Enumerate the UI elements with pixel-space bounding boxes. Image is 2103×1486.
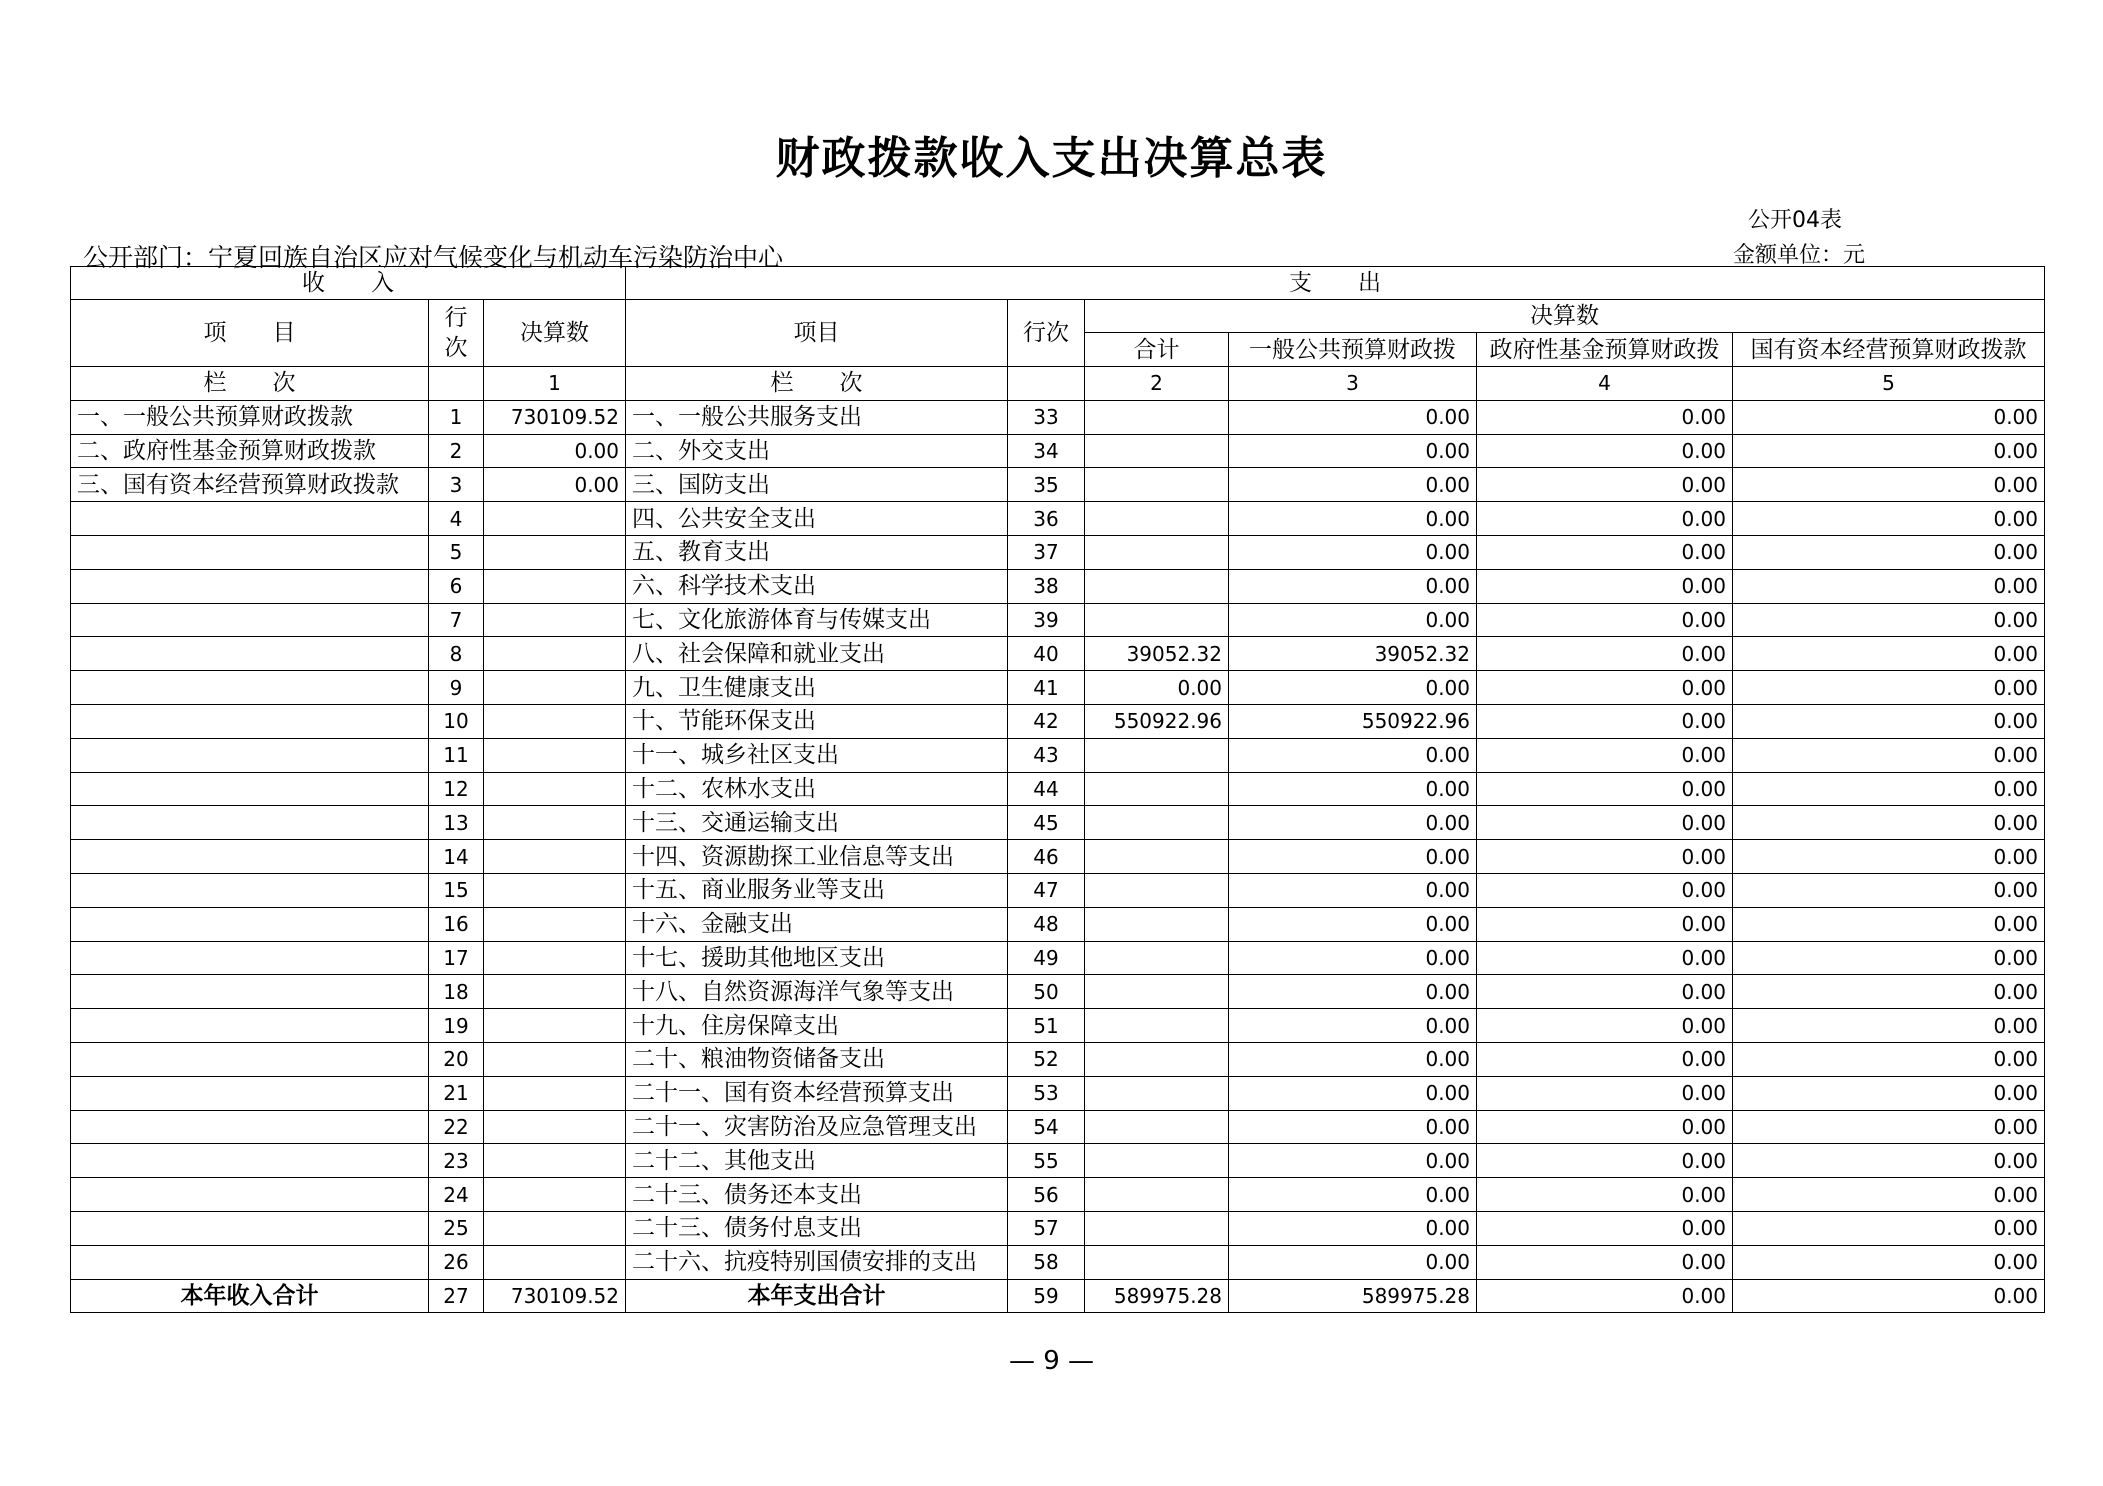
fund-amount: 0.00 (1477, 468, 1733, 502)
state-amount: 0.00 (1733, 1144, 2045, 1178)
income-amount (484, 975, 626, 1009)
income-row-no: 3 (429, 468, 484, 502)
income-amount (484, 1144, 626, 1178)
table-row (71, 1144, 2045, 1178)
general-amount: 0.00 (1229, 975, 1477, 1009)
income-amount (484, 806, 626, 840)
fund-amount: 0.00 (1477, 840, 1733, 874)
income-row-no: 12 (429, 772, 484, 806)
expense-item: 四、公共安全支出 (626, 502, 1008, 536)
state-amount: 0.00 (1733, 603, 2045, 637)
income-amount (484, 941, 626, 975)
table-row (71, 1042, 2045, 1076)
expense-row-no: 38 (1008, 569, 1085, 603)
income-amount: 0.00 (484, 434, 626, 468)
income-row-no: 18 (429, 975, 484, 1009)
income-row-no: 1 (429, 400, 484, 434)
income-row-no: 19 (429, 1009, 484, 1043)
table-row (71, 840, 2045, 874)
total-amount (1085, 434, 1229, 468)
total-amount (1085, 1076, 1229, 1110)
table-row (71, 468, 2045, 502)
general-amount: 0.00 (1229, 873, 1477, 907)
income-row-no: 15 (429, 873, 484, 907)
income-item: 三、国有资本经营预算财政拨款 (71, 468, 429, 502)
general-amount: 0.00 (1229, 1076, 1477, 1110)
fund-amount: 0.00 (1477, 873, 1733, 907)
expense-amount-header: 决算数 (1085, 300, 2045, 333)
expense-row-no: 45 (1008, 806, 1085, 840)
general-total-amount: 589975.28 (1229, 1279, 1477, 1313)
table-row (71, 637, 2045, 671)
fund-header: 政府性基金预算财政拨 (1477, 333, 1733, 367)
page-title: 财政拨款收入支出决算总表 (775, 133, 1328, 184)
fund-amount: 0.00 (1477, 1076, 1733, 1110)
state-amount: 0.00 (1733, 468, 2045, 502)
income-row-no: 9 (429, 671, 484, 705)
state-amount: 0.00 (1733, 1042, 2045, 1076)
col-4-label: 4 (1477, 367, 1733, 401)
income-item (71, 772, 429, 806)
income-row-no: 26 (429, 1245, 484, 1279)
expense-row-no: 36 (1008, 502, 1085, 536)
general-amount: 0.00 (1229, 502, 1477, 536)
fund-amount: 0.00 (1477, 1042, 1733, 1076)
expense-item: 八、社会保障和就业支出 (626, 637, 1008, 671)
expense-item: 十、节能环保支出 (626, 704, 1008, 738)
total-amount: 550922.96 (1085, 704, 1229, 738)
total-amount (1085, 1178, 1229, 1212)
income-item (71, 502, 429, 536)
income-row-no: 5 (429, 535, 484, 569)
general-amount: 0.00 (1229, 535, 1477, 569)
expense-item: 二、外交支出 (626, 434, 1008, 468)
fund-amount: 0.00 (1477, 941, 1733, 975)
income-row-no-header: 行次 (429, 300, 484, 367)
general-amount: 0.00 (1229, 738, 1477, 772)
general-amount: 0.00 (1229, 1211, 1477, 1245)
totals-row (71, 1279, 2045, 1313)
fund-amount: 0.00 (1477, 738, 1733, 772)
state-amount: 0.00 (1733, 975, 2045, 1009)
income-row-no: 17 (429, 941, 484, 975)
expense-item: 十五、商业服务业等支出 (626, 873, 1008, 907)
expense-item: 五、教育支出 (626, 535, 1008, 569)
income-item (71, 1144, 429, 1178)
table-row (71, 873, 2045, 907)
income-item (71, 840, 429, 874)
income-amount (484, 535, 626, 569)
income-item (71, 1009, 429, 1043)
expense-row-no: 40 (1008, 637, 1085, 671)
income-item-header: 项 目 (71, 300, 429, 367)
expense-row-no: 56 (1008, 1178, 1085, 1212)
expense-row-no: 48 (1008, 907, 1085, 941)
expense-row-no: 43 (1008, 738, 1085, 772)
income-amount (484, 502, 626, 536)
income-amount: 730109.52 (484, 400, 626, 434)
table-row (71, 1110, 2045, 1144)
state-amount: 0.00 (1733, 704, 2045, 738)
table-row (71, 738, 2045, 772)
fund-amount: 0.00 (1477, 434, 1733, 468)
table-row (71, 1076, 2045, 1110)
income-item (71, 671, 429, 705)
total-amount (1085, 1144, 1229, 1178)
table-row (71, 1009, 2045, 1043)
expense-item: 二十一、国有资本经营预算支出 (626, 1076, 1008, 1110)
table-row (71, 502, 2045, 536)
table-row (71, 603, 2045, 637)
general-amount: 0.00 (1229, 1042, 1477, 1076)
income-item (71, 1076, 429, 1110)
income-amount-header: 决算数 (484, 300, 626, 367)
expense-item: 二十六、抗疫特别国债安排的支出 (626, 1245, 1008, 1279)
general-amount: 0.00 (1229, 1144, 1477, 1178)
state-amount: 0.00 (1733, 1009, 2045, 1043)
income-item (71, 1042, 429, 1076)
expense-header: 支 出 (626, 267, 2045, 300)
table-row (71, 569, 2045, 603)
fund-amount: 0.00 (1477, 603, 1733, 637)
expense-item: 十七、援助其他地区支出 (626, 941, 1008, 975)
general-amount: 550922.96 (1229, 704, 1477, 738)
expense-row-no: 58 (1008, 1245, 1085, 1279)
income-amount (484, 1211, 626, 1245)
expense-item: 二十三、债务还本支出 (626, 1178, 1008, 1212)
fund-amount: 0.00 (1477, 1144, 1733, 1178)
general-amount: 0.00 (1229, 1245, 1477, 1279)
general-amount: 0.00 (1229, 1009, 1477, 1043)
general-amount: 0.00 (1229, 434, 1477, 468)
table-row (71, 907, 2045, 941)
expense-row-no: 35 (1008, 468, 1085, 502)
total-amount (1085, 873, 1229, 907)
income-lanci: 栏 次 (71, 367, 429, 401)
income-amount (484, 1009, 626, 1043)
state-amount: 0.00 (1733, 400, 2045, 434)
income-item (71, 535, 429, 569)
expense-item: 十六、金融支出 (626, 907, 1008, 941)
state-amount: 0.00 (1733, 1245, 2045, 1279)
table-row (71, 1178, 2045, 1212)
fund-amount: 0.00 (1477, 772, 1733, 806)
table-row (71, 941, 2045, 975)
income-row-no: 14 (429, 840, 484, 874)
expense-lanci: 栏 次 (626, 367, 1008, 401)
state-amount: 0.00 (1733, 1178, 2045, 1212)
fund-amount: 0.00 (1477, 1110, 1733, 1144)
expense-item: 十九、住房保障支出 (626, 1009, 1008, 1043)
state-amount: 0.00 (1733, 1211, 2045, 1245)
expense-row-no: 49 (1008, 941, 1085, 975)
state-amount: 0.00 (1733, 434, 2045, 468)
income-row-no: 20 (429, 1042, 484, 1076)
income-amount (484, 840, 626, 874)
total-amount (1085, 1042, 1229, 1076)
fund-total-amount: 0.00 (1477, 1279, 1733, 1313)
table-row (71, 975, 2045, 1009)
income-item (71, 1110, 429, 1144)
total-amount (1085, 468, 1229, 502)
fund-amount: 0.00 (1477, 1245, 1733, 1279)
fund-amount: 0.00 (1477, 1009, 1733, 1043)
expense-item: 七、文化旅游体育与传媒支出 (626, 603, 1008, 637)
income-item (71, 1211, 429, 1245)
fund-amount: 0.00 (1477, 1211, 1733, 1245)
income-amount (484, 704, 626, 738)
income-row-no: 24 (429, 1178, 484, 1212)
state-amount: 0.00 (1733, 569, 2045, 603)
income-row-no: 23 (429, 1144, 484, 1178)
budget-table (70, 266, 2045, 1313)
total-amount (1085, 975, 1229, 1009)
income-item (71, 941, 429, 975)
total-amount (1085, 569, 1229, 603)
expense-row-no: 57 (1008, 1211, 1085, 1245)
income-row-no: 8 (429, 637, 484, 671)
table-row (71, 671, 2045, 705)
income-row-no: 21 (429, 1076, 484, 1110)
col-1-label: 1 (484, 367, 626, 401)
expense-row-no: 52 (1008, 1042, 1085, 1076)
total-amount (1085, 1211, 1229, 1245)
total-amount (1085, 603, 1229, 637)
fund-amount: 0.00 (1477, 569, 1733, 603)
general-amount: 0.00 (1229, 1110, 1477, 1144)
state-amount: 0.00 (1733, 637, 2045, 671)
expense-row-no: 39 (1008, 603, 1085, 637)
expense-item: 十四、资源勘探工业信息等支出 (626, 840, 1008, 874)
general-amount: 0.00 (1229, 907, 1477, 941)
income-amount (484, 569, 626, 603)
page-number: — 9 — (1008, 1346, 1095, 1376)
income-total-label: 本年收入合计 (71, 1279, 429, 1313)
income-amount (484, 1178, 626, 1212)
expense-row-no: 42 (1008, 704, 1085, 738)
expense-row-no: 34 (1008, 434, 1085, 468)
total-amount (1085, 941, 1229, 975)
table-row (71, 535, 2045, 569)
table-row (71, 1245, 2045, 1279)
income-amount (484, 1110, 626, 1144)
fund-amount: 0.00 (1477, 502, 1733, 536)
state-amount: 0.00 (1733, 738, 2045, 772)
fund-amount: 0.00 (1477, 704, 1733, 738)
table-row (71, 1211, 2045, 1245)
grand-total-amount: 589975.28 (1085, 1279, 1229, 1313)
total-amount (1085, 806, 1229, 840)
expense-item: 二十、粮油物资储备支出 (626, 1042, 1008, 1076)
income-row-no: 25 (429, 1211, 484, 1245)
expense-item: 二十三、债务付息支出 (626, 1211, 1008, 1245)
income-item (71, 637, 429, 671)
expense-item: 十三、交通运输支出 (626, 806, 1008, 840)
general-amount: 0.00 (1229, 941, 1477, 975)
expense-row-no: 41 (1008, 671, 1085, 705)
expense-row-no: 54 (1008, 1110, 1085, 1144)
fund-amount: 0.00 (1477, 1178, 1733, 1212)
state-amount: 0.00 (1733, 535, 2045, 569)
expense-row-no: 55 (1008, 1144, 1085, 1178)
total-amount (1085, 907, 1229, 941)
general-amount: 0.00 (1229, 772, 1477, 806)
state-amount: 0.00 (1733, 806, 2045, 840)
income-row-no: 13 (429, 806, 484, 840)
table-row (71, 400, 2045, 434)
expense-row-no: 47 (1008, 873, 1085, 907)
expense-row-no: 37 (1008, 535, 1085, 569)
income-amount (484, 772, 626, 806)
income-amount (484, 1245, 626, 1279)
general-amount: 0.00 (1229, 806, 1477, 840)
fund-amount: 0.00 (1477, 806, 1733, 840)
expense-item: 六、科学技术支出 (626, 569, 1008, 603)
income-item (71, 704, 429, 738)
state-amount: 0.00 (1733, 502, 2045, 536)
total-amount (1085, 840, 1229, 874)
total-amount: 0.00 (1085, 671, 1229, 705)
general-amount: 0.00 (1229, 400, 1477, 434)
col-2-label: 2 (1085, 367, 1229, 401)
income-row-no: 11 (429, 738, 484, 772)
income-row-no: 2 (429, 434, 484, 468)
income-amount (484, 603, 626, 637)
income-amount (484, 637, 626, 671)
expense-item: 一、一般公共服务支出 (626, 400, 1008, 434)
expense-total-row-no: 59 (1008, 1279, 1085, 1313)
expense-row-no: 53 (1008, 1076, 1085, 1110)
income-item (71, 738, 429, 772)
state-total-amount: 0.00 (1733, 1279, 2045, 1313)
income-item (71, 806, 429, 840)
income-item (71, 569, 429, 603)
general-amount: 0.00 (1229, 1178, 1477, 1212)
income-amount (484, 671, 626, 705)
fund-amount: 0.00 (1477, 637, 1733, 671)
state-amount: 0.00 (1733, 1110, 2045, 1144)
income-item (71, 1178, 429, 1212)
expense-item: 九、卫生健康支出 (626, 671, 1008, 705)
table-row (71, 704, 2045, 738)
income-item: 二、政府性基金预算财政拨款 (71, 434, 429, 468)
table-row (71, 772, 2045, 806)
fund-amount: 0.00 (1477, 975, 1733, 1009)
income-total-row-no: 27 (429, 1279, 484, 1313)
income-amount (484, 873, 626, 907)
state-amount: 0.00 (1733, 873, 2045, 907)
fund-amount: 0.00 (1477, 400, 1733, 434)
total-amount (1085, 1009, 1229, 1043)
income-total-amount: 730109.52 (484, 1279, 626, 1313)
total-amount (1085, 738, 1229, 772)
total-amount (1085, 535, 1229, 569)
income-row-no: 4 (429, 502, 484, 536)
fund-amount: 0.00 (1477, 907, 1733, 941)
expense-row-no: 46 (1008, 840, 1085, 874)
expense-item-header: 项目 (626, 300, 1008, 367)
income-item (71, 1245, 429, 1279)
income-amount (484, 1042, 626, 1076)
state-amount: 0.00 (1733, 941, 2045, 975)
state-amount: 0.00 (1733, 840, 2045, 874)
income-row-no: 7 (429, 603, 484, 637)
amount-unit: 金额单位：元 (1733, 243, 1866, 268)
expense-item: 二十二、其他支出 (626, 1144, 1008, 1178)
total-amount (1085, 1110, 1229, 1144)
expense-item: 十二、农林水支出 (626, 772, 1008, 806)
income-header: 收 入 (71, 267, 626, 300)
general-amount: 0.00 (1229, 468, 1477, 502)
expense-item: 十一、城乡社区支出 (626, 738, 1008, 772)
income-row-no: 6 (429, 569, 484, 603)
income-amount: 0.00 (484, 468, 626, 502)
total-amount (1085, 400, 1229, 434)
expense-row-no-header: 行次 (1008, 300, 1085, 367)
general-amount: 0.00 (1229, 671, 1477, 705)
expense-item: 十八、自然资源海洋气象等支出 (626, 975, 1008, 1009)
total-amount (1085, 772, 1229, 806)
income-row-no: 22 (429, 1110, 484, 1144)
expense-row-no: 33 (1008, 400, 1085, 434)
general-amount: 0.00 (1229, 840, 1477, 874)
total-amount (1085, 502, 1229, 536)
fund-amount: 0.00 (1477, 671, 1733, 705)
total-amount (1085, 1245, 1229, 1279)
department-label: 公开部门：宁夏回族自治区应对气候变化与机动车污染防治中心 (83, 243, 784, 272)
col-3-label: 3 (1229, 367, 1477, 401)
expense-row-no: 44 (1008, 772, 1085, 806)
state-header: 国有资本经营预算财政拨款 (1733, 333, 2045, 367)
expense-item: 二十一、灾害防治及应急管理支出 (626, 1110, 1008, 1144)
income-row-no: 10 (429, 704, 484, 738)
income-item (71, 873, 429, 907)
income-item (71, 975, 429, 1009)
expense-row-no: 51 (1008, 1009, 1085, 1043)
state-amount: 0.00 (1733, 907, 2045, 941)
fund-amount: 0.00 (1477, 535, 1733, 569)
state-amount: 0.00 (1733, 772, 2045, 806)
expense-item: 三、国防支出 (626, 468, 1008, 502)
table-row (71, 434, 2045, 468)
income-item (71, 603, 429, 637)
general-header: 一般公共预算财政拨 (1229, 333, 1477, 367)
general-amount: 0.00 (1229, 569, 1477, 603)
income-item (71, 907, 429, 941)
general-amount: 0.00 (1229, 603, 1477, 637)
total-amount: 39052.32 (1085, 637, 1229, 671)
income-row-no: 16 (429, 907, 484, 941)
total-header: 合计 (1085, 333, 1229, 367)
expense-total-label: 本年支出合计 (626, 1279, 1008, 1313)
table-row (71, 806, 2045, 840)
expense-row-no: 50 (1008, 975, 1085, 1009)
income-amount (484, 738, 626, 772)
general-amount: 39052.32 (1229, 637, 1477, 671)
state-amount: 0.00 (1733, 671, 2045, 705)
col-5-label: 5 (1733, 367, 2045, 401)
income-item: 一、一般公共预算财政拨款 (71, 400, 429, 434)
form-number: 公开04表 (1748, 208, 1842, 233)
income-amount (484, 1076, 626, 1110)
state-amount: 0.00 (1733, 1076, 2045, 1110)
income-amount (484, 907, 626, 941)
